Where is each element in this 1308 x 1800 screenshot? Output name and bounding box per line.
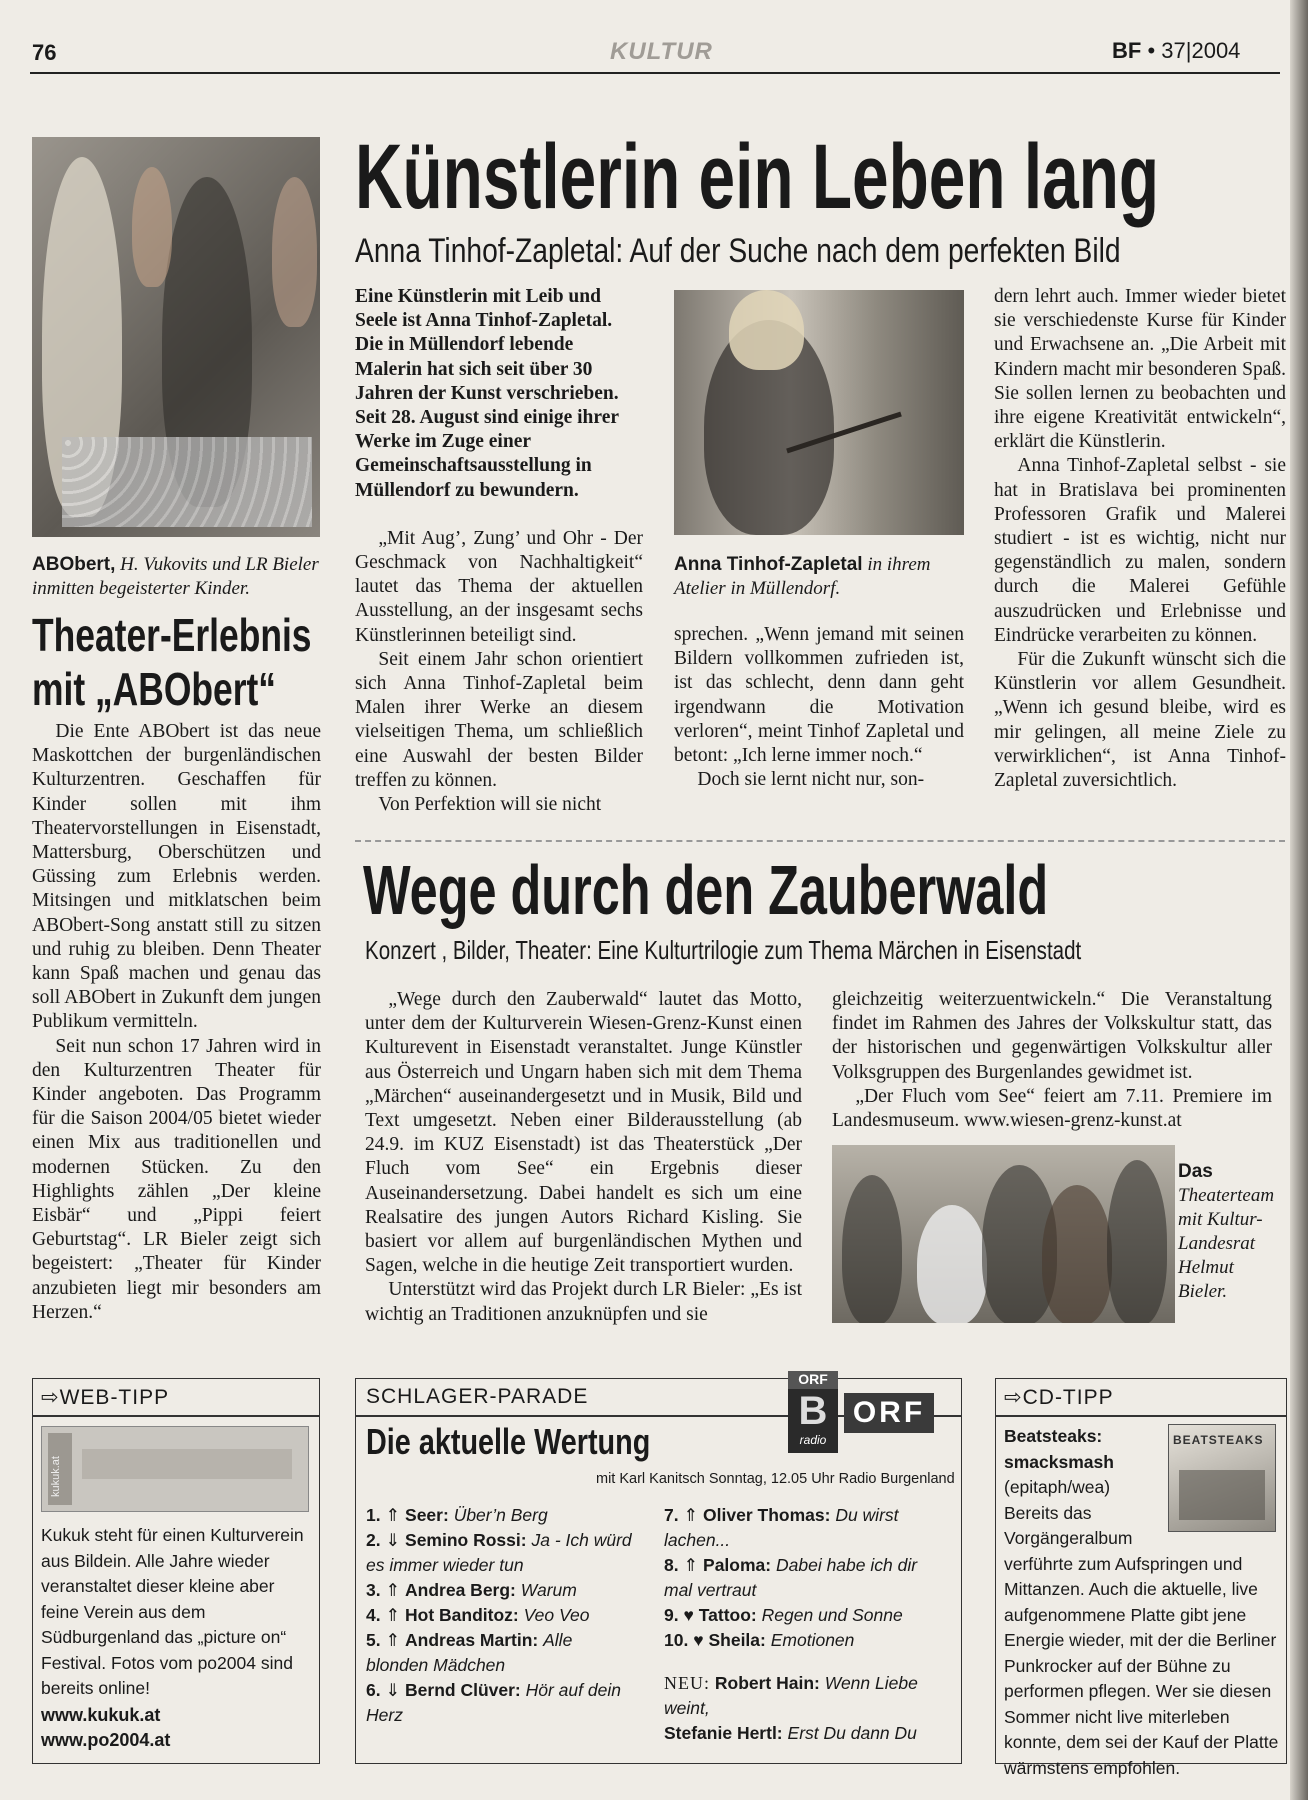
web-tipp-link-1[interactable]: www.kukuk.at	[41, 1705, 161, 1725]
schlager-title: Die aktuelle Wertung	[366, 1421, 651, 1462]
caption-text: H. Vukovits und LR Bieler inmitten begeisterter Kinder.	[32, 554, 319, 599]
cd-tipp-title	[1004, 1385, 1114, 1410]
main-subheadline: Anna Tinhof-Zapletal: Auf der Suche nach dem perfekten Bild	[355, 232, 1121, 270]
caption-text: in ihrem Atelier in Müllendorf.	[674, 554, 931, 599]
cd-label: (epitaph/wea)	[1004, 1477, 1111, 1497]
left-article-body	[32, 720, 321, 1325]
zauberwald-col1-paragraph: Unterstützt wird das Projekt durch LR Bieler: „Es ist wichtig an Traditionen anzuknüpfen und sie	[365, 1279, 802, 1325]
radio-logo-letter: B	[798, 1389, 828, 1433]
cd-tipp-title-text: CD-TIPP	[1022, 1386, 1114, 1409]
arrow-right-icon: ⇨	[41, 1386, 60, 1409]
main-col-1	[355, 285, 643, 817]
zauberwald-col-1	[365, 988, 802, 1327]
radio-logo-word: radio	[799, 1433, 827, 1447]
cd-tipp-text	[1004, 1424, 1284, 1781]
left-headline-line1: Theater-Erlebnis	[32, 609, 312, 661]
zauberwald-col2-paragraph: „Der Fluch vom See“ feiert am 7.11. Premiere im Landesmuseum. www.wiesen-grenz-kunst.at	[832, 1085, 1272, 1132]
album-cover-text: BEATSTEAKS	[1173, 1433, 1264, 1447]
artist-photo-caption	[674, 553, 964, 601]
main-col2-paragraph: Doch sie lernt nicht nur, son-	[697, 769, 925, 791]
main-col2-paragraph: sprechen. „Wenn jemand mit seinen Bildern vollkommen zufrieden ist, ist das schlecht, denn dann geht irgendwann die Motivation verloren“, meint Tinhof Zapletal und betont: „Ich lerne immer noch.“	[674, 624, 964, 767]
chart-entry: 3. ⇑ Andrea Berg: Warum	[366, 1580, 577, 1600]
heart-icon: ♥	[683, 1605, 694, 1625]
kukuk-logo	[48, 1433, 72, 1505]
schlager-info: mit Karl Kanitsch Sonntag, 12.05 Uhr Radio Burgenland	[596, 1471, 955, 1487]
heart-icon: ♥	[693, 1630, 704, 1650]
header-rule	[30, 72, 1280, 74]
radio-burgenland-logo	[788, 1371, 838, 1453]
trend-icon: ⇑	[683, 1555, 699, 1575]
web-tipp-link-2[interactable]: www.po2004.at	[41, 1730, 171, 1750]
cd-review: Bereits das Vorgängeralbum verführte zum Aufspringen und Mittanzen. Auch die aktuelle, live aufgenommene Platte gibt jene Energie wieder, mit der die Berliner Punkrocker auf der Bühne zu performen pflegen. Wer sie diesen Sommer nicht live miterleben konnte, dem sei der Kauf der Platte wärmstens empfohlen.	[1004, 1502, 1279, 1778]
theaterteam-photo-caption	[1178, 1160, 1286, 1304]
chart-entry: 5. ⇑ Andreas Martin: Alle blonden Mädchen	[366, 1630, 573, 1675]
chart-entry: 6. ⇓ Bernd Clüver: Hör auf dein Herz	[366, 1680, 621, 1725]
main-col1-paragraph: Von Perfektion will sie nicht	[378, 794, 602, 816]
chart-entry: 8. ⇑ Paloma: Dabei habe ich dir mal vertraut	[664, 1555, 918, 1600]
chart-entry: 10. ♥ Sheila: Emotionen	[664, 1630, 855, 1650]
cd-album: smacksmash	[1004, 1451, 1114, 1472]
zauberwald-col2-paragraph: gleichzeitig weiterzuentwickeln.“ Die Veranstaltung findet im Rahmen des Jahres der Volkskultur statt, das der historischen und gegenwärtigen Volkskultur aller Volksgruppen des Burgenlandes gewidmet ist.	[832, 989, 1272, 1083]
main-col3-paragraph: dern lehrt auch. Immer wieder bietet sie verschiedenste Kurse für Kinder und Erwachsene an. „Die Arbeit mit Kindern macht mir besonderen Spaß. Sie sollen lernen zu beobachten und ihre eigene Kreativität entwickeln“, erklärt die Künstlerin.	[994, 286, 1286, 453]
schlager-box	[355, 1371, 962, 1764]
page-edge-shadow	[1290, 0, 1308, 1800]
web-tipp-text: Kukuk steht für einen Kulturverein aus Bildein. Alle Jahre wieder veranstaltet dieser kleine aber feine Verein aus dem Südburgenland das „picture on“ Festival. Fotos vom po2004 sind bereits online!	[41, 1525, 304, 1698]
artist-photo	[674, 290, 964, 535]
main-col-2	[674, 623, 964, 792]
trend-icon: ⇑	[385, 1605, 401, 1625]
arrow-right-icon: ⇨	[1004, 1386, 1023, 1409]
zauberwald-headline: Wege durch den Zauberwald	[363, 851, 1049, 929]
main-col3-paragraph: Anna Tinhof-Zapletal selbst - sie hat in Bratislava bei prominenten Professoren Grafik und Malerei studiert - ist es wichtig, nicht nur gegenständlich zu malen, sondern durch die Malerei Gefühle auszudrücken und Erlebnisse und Eindrücke verarbeiten zu können.	[994, 455, 1286, 646]
zauberwald-divider	[355, 840, 1285, 842]
left-paragraph: Die Ente ABObert ist das neue Maskottchen der burgenländischen Kulturzentren. Geschaffen für Kinder sollen mit ihm Theatervorstellungen in Eisenstadt, Mattersburg, Oberschützen und Güssing zum Erlebnis werden. Mitsingen und mitklatschen beim ABObert-Song anstatt still zu sitzen und ruhig zu bleiben. Denn Theater kann Spaß machen und genau das soll ABObert in Zukunft dem jungen Publikum vermitteln.	[32, 721, 321, 1033]
caption-lead: ABObert,	[32, 554, 116, 575]
chart-entry: 9. ♥ Tattoo: Regen und Sonne	[664, 1605, 903, 1625]
new-entries: NEU: Robert Hain: Wenn Liebe weint,	[664, 1673, 918, 1718]
schlager-kicker: SCHLAGER-PARADE	[366, 1385, 589, 1408]
orf-logo: ORF	[844, 1393, 934, 1433]
section-title: KULTUR	[610, 38, 713, 65]
trend-icon: ⇑	[385, 1630, 401, 1650]
trend-icon: ⇓	[385, 1680, 401, 1700]
publication-mark	[1112, 38, 1240, 64]
chart-entry: 7. ⇑ Oliver Thomas: Du wirst lachen...	[664, 1505, 899, 1550]
trend-icon: ⇑	[385, 1505, 401, 1525]
caption-lead: Anna Tinhof-Zapletal	[674, 554, 863, 575]
main-col3-paragraph: Für die Zukunft wünscht sich die Künstlerin vor allem Gesundheit. „Wenn ich gesund bleibe, wird es mir gelingen, all meine Ziele zu verwirklichen“, ist Anna Tinhof-Zapletal zuversichtlich.	[994, 649, 1286, 792]
web-tipp-title-text: WEB-TIPP	[59, 1386, 170, 1409]
abobert-photo	[32, 137, 320, 537]
cd-tipp-title-rule	[996, 1415, 1286, 1417]
new-label: NEU:	[664, 1673, 710, 1693]
caption-text: Theaterteam mit Kultur-Landesrat Helmut Bieler.	[1178, 1185, 1275, 1302]
left-headline	[32, 608, 395, 716]
main-lead: Eine Künstlerin mit Leib und Seele ist Anna Tinhof-Zapletal. Die in Müllendorf lebende Malerin hat sich seit über 30 Jahren der Kunst verschrieben. Seit 28. August sind einige ihrer Werke im Zuge einer Gemeinschaftsausstellung in Müllendorf zu bewundern.	[355, 286, 619, 501]
radio-logo-orf: ORF	[788, 1371, 838, 1389]
zauberwald-subheadline: Konzert , Bilder, Theater: Eine Kulturtrilogie zum Thema Märchen in Eisenstadt	[365, 935, 1082, 965]
theaterteam-photo	[832, 1145, 1175, 1323]
cd-tipp-box	[995, 1378, 1287, 1778]
left-paragraph: Seit nun schon 17 Jahren wird in den Kulturzentren Theater für Kinder angeboten. Das Programm für die Saison 2004/05 bietet wieder einen Mix aus traditionellen und modernen Stücken. Zu den Highlights zählen „Der kleine Eisbär“ und „Pippi feiert Geburtstag“. LR Bieler zeigt sich begeistert: „Theater für Kinder anzubieten liegt mir besonders am Herzen.“	[32, 1035, 321, 1323]
web-tipp-title-rule	[33, 1415, 319, 1417]
cd-band: Beatsteaks:	[1004, 1426, 1103, 1446]
zauberwald-col-2	[832, 988, 1272, 1133]
main-col-3	[994, 285, 1286, 793]
chart-entry: 1. ⇑ Seer: Über’n Berg	[366, 1505, 548, 1525]
main-col1-paragraph: „Mit Aug’, Zung’ und Ohr - Der Geschmack von Nachhaltigkeit“ lautet das Thema der aktuellen Ausstellung, an der insgesamt sechs Künstlerinnen beteiligt sind.	[355, 527, 643, 646]
left-headline-line2: mit „ABObert“	[32, 663, 277, 715]
kukuk-screenshot	[41, 1426, 309, 1512]
trend-icon: ⇑	[385, 1580, 401, 1600]
publication-name: BF	[1112, 38, 1142, 63]
kukuk-logo-text: kukuk.at	[50, 1456, 62, 1497]
main-headline: Künstlerin ein Leben lang	[355, 126, 1160, 228]
trend-icon: ⇓	[385, 1530, 401, 1550]
web-tipp-title	[41, 1385, 169, 1410]
chart-entry: 4. ⇑ Hot Banditoz: Veo Veo	[366, 1605, 590, 1625]
schlager-list-left	[366, 1503, 636, 1728]
chart-entry: 2. ⇓ Semino Rossi: Ja - Ich würd es immer wieder tun	[366, 1530, 632, 1575]
zauberwald-col1-paragraph: „Wege durch den Zauberwald“ lautet das Motto, unter dem der Kulturverein Wiesen-Grenz-Kunst einen Kulturevent in Eisenstadt veranstaltet. Junge Künstler aus Österreich und Ungarn haben sich mit dem Thema „Märchen“ auseinandergesetzt und in Musik, Bild und Text umgesetzt. Neben einer Bilderausstellung (ab 24.9. im KUZ Eisenstadt) ist das Theaterstück „Der Fluch vom See“ ein Ergebnis dieser Auseinandersetzung. Dabei handelt es sich um eine Realsatire des jungen Autors Richard Kisling. Sie basiert vor allem auf burgenländischen Mythen und Sagen, welche in die heutige Zeit transportiert wurden.	[365, 989, 802, 1277]
abobert-photo-caption	[32, 553, 322, 601]
new-entry: Stefanie Hertl: Erst Du dann Du	[664, 1723, 917, 1743]
issue-separator: •	[1147, 38, 1162, 63]
page-number: 76	[32, 40, 57, 65]
main-col1-paragraph: Seit einem Jahr schon orientiert sich Anna Tinhof-Zapletal beim Malen ihrer Werke an diesem vielseitigen Thema, um schließlich eine Auswahl der besten Bilder treffen zu können.	[355, 648, 643, 791]
schlager-list-right	[664, 1503, 949, 1746]
trend-icon: ⇑	[683, 1505, 699, 1525]
issue-number: 37|2004	[1161, 38, 1241, 63]
caption-lead: Das	[1178, 1161, 1213, 1182]
web-tipp-box	[32, 1378, 320, 1764]
